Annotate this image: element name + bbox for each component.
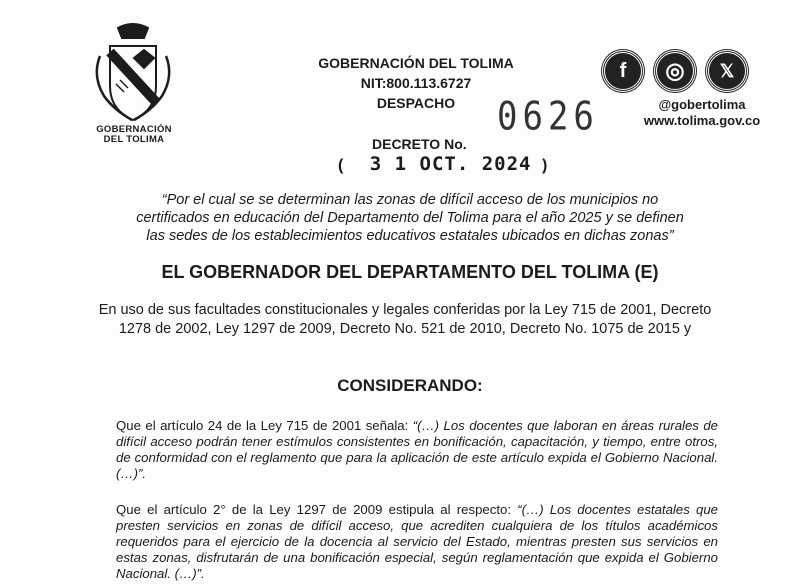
para1-intro: Que el artículo 24 de la Ley 715 de 2001 señala: — [116, 418, 413, 433]
date-stamp: 3 1 OCT. 2024 — [369, 153, 532, 175]
considering-paragraph-1 — [116, 418, 718, 482]
logo-caption-line2: DEL TOLIMA — [103, 134, 165, 145]
contact-block — [616, 97, 788, 129]
decree-number: 0626 — [497, 94, 599, 140]
para2-intro: Que el artículo 2° de la Ley 1297 de 2009 estipula al respecto: — [116, 502, 518, 517]
considering-paragraph-2 — [116, 502, 718, 582]
website-link[interactable]: www.tolima.gov.co — [643, 113, 761, 128]
x-icon[interactable]: 𝕏 — [706, 50, 748, 92]
decree-title: “Por el cual se se determinan las zonas de difícil acceso de los municipios no certificados en educación del Departamento del Tolima para el año 2025 y se definen las sedes de los establecimientos educativos estatales ubicados en dichas zonas” — [136, 192, 684, 244]
social-icons — [598, 46, 768, 90]
date-close-paren: ) — [541, 157, 548, 174]
para1-quote: “(…) Los docentes que laboran en áreas rurales de difícil acceso podrán tener estímulos consistentes en bonificación, capacitación, y tiempo, entre otros, de conformidad con el reglamento que para la aplicación de este artículo expida el Gobierno Nacional. (…)”. — [116, 418, 718, 481]
nit-number: NIT:800.113.6727 — [360, 75, 472, 91]
governor-heading: EL GOBERNADOR DEL DEPARTAMENTO DEL TOLIMA (E) — [161, 262, 659, 282]
decree-label: DECRETO No. — [372, 136, 467, 152]
social-handle[interactable]: @gobertolima — [658, 97, 746, 112]
office-name: DESPACHO — [376, 95, 456, 111]
facebook-icon[interactable]: f — [602, 50, 644, 92]
powers-paragraph: En uso de sus facultades constitucionales y legales conferidas por la Ley 715 de 2001, Decreto 1278 de 2002, Ley 1297 de 2009, Decreto No. 521 de 2010, Decreto No. 1075 de 2015 y — [98, 302, 712, 337]
considering-heading: CONSIDERANDO: — [337, 376, 483, 395]
entity-name: GOBERNACIÓN DEL TOLIMA — [318, 55, 514, 71]
decree-date — [338, 153, 547, 175]
instagram-icon[interactable]: ◎ — [654, 50, 696, 92]
para2-quote: “(…) Los docentes estatales que presten servicios en zonas de difícil acceso, que acrediten cualquiera de los títulos académicos requeridos para el ejercicio de la docencia al servicio del Estado, mientras presten sus servicios en estas zonas, disfrutarán de una bonificación especial, según reglamentación que expida el Gobierno Nacional. (…)”. — [116, 502, 718, 581]
date-open-paren: ( — [338, 157, 344, 174]
logo-caption — [80, 125, 188, 145]
logo-caption-line1: GOBERNACIÓN — [96, 124, 172, 135]
